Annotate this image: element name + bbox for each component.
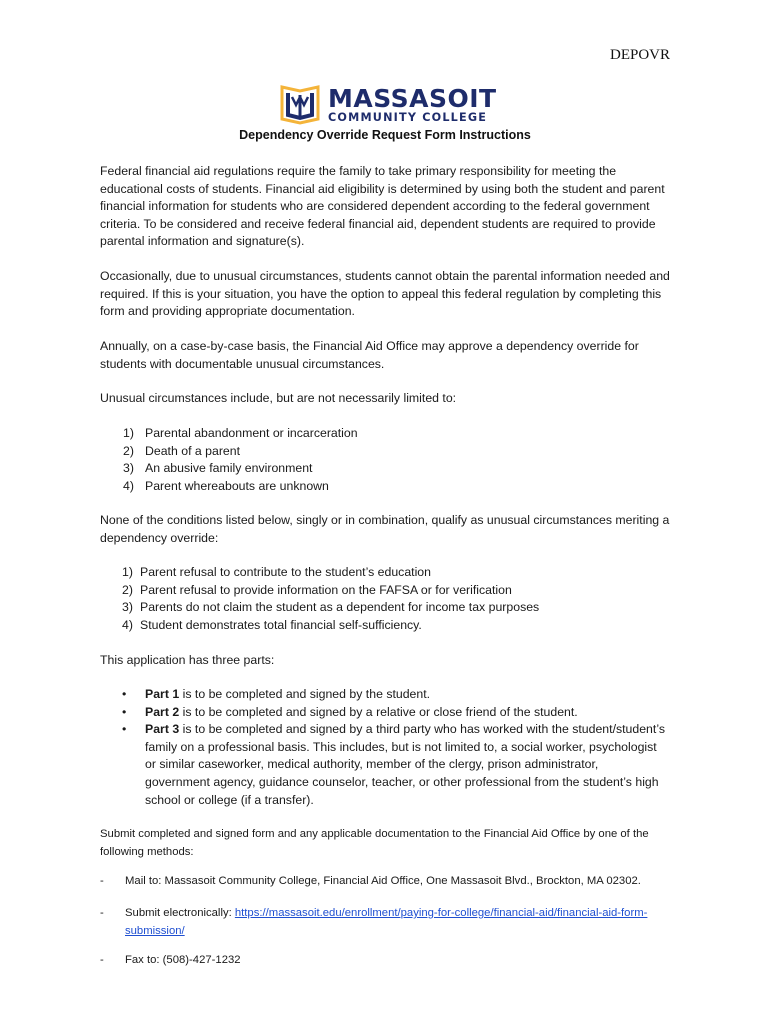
- unusual-intro: Unusual circumstances include, but are not necessarily limited to:: [100, 391, 457, 405]
- list-number: 1): [122, 565, 133, 579]
- occasionally-paragraph: Occasionally, due to unusual circumstances, students cannot obtain the parental information needed and required. If this is your situation, you have the option to appeal this federal regulation by completing this form and providing appropriate documentation.: [100, 269, 670, 319]
- part-text: is to be completed and signed by a relative or close friend of the student.: [179, 704, 578, 719]
- list-text: Parent refusal to contribute to the student’s education: [140, 565, 431, 579]
- list-number: 3): [122, 600, 133, 615]
- parts-intro: This application has three parts:: [100, 653, 275, 667]
- form-code: DEPOVR: [609, 47, 670, 63]
- parts-list: [122, 686, 665, 809]
- none-qualify-paragraph: None of the conditions listed below, singly or in combination, qualify as unusual circumstances meriting a dependency override:: [100, 513, 670, 545]
- fax-text: Fax to: (508)-427-1232: [125, 954, 241, 966]
- annually-paragraph: Annually, on a case-by-case basis, the Financial Aid Office may approve a dependency override for students with documentable unusual circumstances.: [100, 339, 639, 371]
- list-item: [122, 564, 539, 582]
- dash-marker: -: [100, 875, 104, 887]
- list-number: 2): [122, 582, 133, 597]
- page-title: Dependency Override Request Form Instructions: [239, 128, 531, 142]
- college-logo: [278, 83, 498, 131]
- part-text: is to be completed and signed by the student.: [179, 687, 431, 701]
- part-label: Part 1: [145, 687, 180, 701]
- mail-text: Mail to: Massasoit Community College, Financial Aid Office, One Massasoit Blvd., Brockton, MA 02302.: [125, 875, 641, 887]
- electronic-label: Submit electronically:: [125, 907, 235, 919]
- list-item: [122, 599, 540, 617]
- list-text: Death of a parent: [145, 443, 241, 458]
- book-emblem-icon: [278, 83, 324, 125]
- list-number: 3): [123, 461, 134, 476]
- list-item: [123, 478, 358, 496]
- bullet-icon: •: [122, 704, 127, 719]
- list-item: [123, 425, 358, 443]
- list-item: [122, 704, 665, 722]
- list-item: [122, 686, 665, 704]
- logo-wordmark: MASSASOIT: [328, 84, 497, 113]
- not-qualifying-list: [122, 564, 540, 634]
- list-item: [123, 460, 358, 478]
- list-text: An abusive family environment: [145, 461, 313, 476]
- list-text: Parents do not claim the student as a dependent for income tax purposes: [140, 600, 540, 615]
- dash-marker: -: [100, 954, 104, 966]
- dash-marker: -: [100, 907, 104, 919]
- part-label: Part 2: [145, 704, 180, 719]
- list-text: Parent whereabouts are unknown: [145, 478, 329, 493]
- list-text: Parental abandonment or incarceration: [145, 426, 358, 440]
- unusual-circumstances-list: [123, 425, 358, 495]
- list-number: 2): [123, 443, 134, 458]
- part-text: is to be completed and signed by a third party who has worked with the student/student’s family on a professional basis. This includes, but is not limited to, a social worker, psychologist or similar caseworker, medical authority, member of the clergy, prison administrator, government agency, guidance counselor, teacher, or other professional from the student’s high school or college (if a transfer).: [145, 722, 665, 807]
- list-number: 1): [123, 426, 134, 440]
- submission-link[interactable]: https://massasoit.edu/enrollment/paying-for-college/financial-aid/financial-aid-form-submission/: [125, 907, 648, 937]
- list-text: Student demonstrates total financial self-sufficiency.: [140, 617, 422, 632]
- list-item: [122, 617, 539, 635]
- intro-paragraph: Federal financial aid regulations require the family to take primary responsibility for meeting the educational costs of students. Financial aid eligibility is determined by using both the student and parent financial information for students who are considered dependent according to the federal government criteria. To be considered and receive federal financial aid, dependent students are required to provide parental information and signature(s).: [100, 164, 665, 249]
- list-number: 4): [123, 478, 134, 493]
- part-label: Part 3: [145, 722, 180, 737]
- list-item: [122, 721, 665, 809]
- list-number: 4): [122, 617, 133, 632]
- bullet-icon: •: [122, 722, 127, 737]
- list-item: [122, 582, 539, 600]
- list-item: [123, 443, 358, 461]
- submit-intro: Submit completed and signed form and any applicable documentation to the Financial Aid Office by one of the following methods:: [100, 828, 649, 858]
- list-text: Parent refusal to provide information on the FAFSA or for verification: [140, 582, 512, 597]
- electronic-text: [125, 905, 665, 940]
- bullet-icon: •: [122, 687, 127, 701]
- logo-subtitle: COMMUNITY COLLEGE: [328, 111, 488, 124]
